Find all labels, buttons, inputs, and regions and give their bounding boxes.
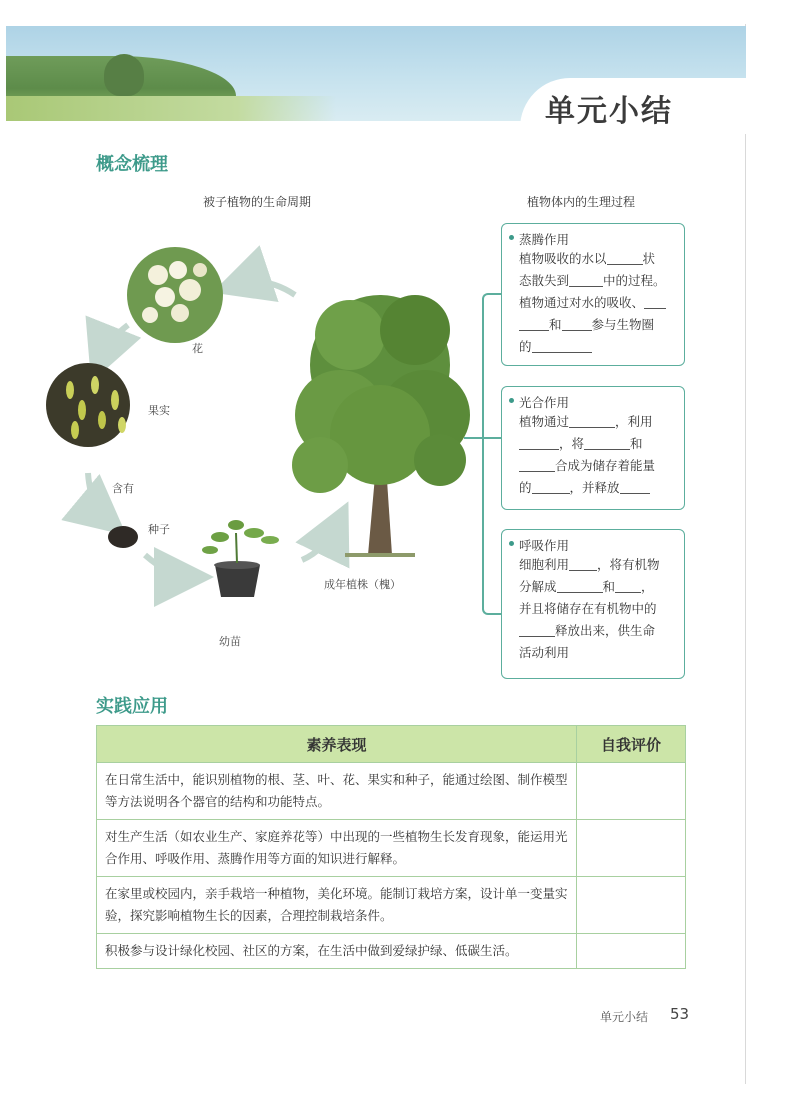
fill-blank[interactable]: [519, 622, 555, 637]
box-title-transpiration: 蒸腾作用: [519, 230, 678, 248]
competency-cell: 在家里或校园内，亲手栽培一种植物，美化环境。能制订栽培方案，设计单一变量实验，探究影响植物生长的因素，合理控制栽培条件。: [97, 877, 577, 934]
column-header-self-evaluation: 自我评价: [577, 726, 686, 763]
bracket-connector: [464, 437, 501, 439]
footer-section-name: 单元小结: [600, 1010, 649, 1024]
fill-blank[interactable]: [532, 338, 592, 353]
box-line: 态散失到 中的过程。: [519, 273, 666, 288]
fill-blank[interactable]: [562, 316, 592, 331]
flower-image: [127, 247, 223, 343]
section-title-practice: 实践应用: [96, 696, 168, 717]
self-evaluation-cell[interactable]: [577, 763, 686, 820]
competency-cell: 积极参与设计绿化校园、社区的方案，在生活中做到爱绿护绿、低碳生活。: [97, 934, 577, 969]
seed-image: [108, 526, 138, 548]
fill-blank[interactable]: [569, 556, 597, 571]
box-line: ，将 和: [519, 433, 678, 455]
fill-blank[interactable]: [519, 435, 559, 450]
box-line: 植物吸收的水以 状: [519, 251, 656, 266]
table-header-row: [97, 726, 686, 763]
seedling-image: [202, 520, 279, 597]
label-adult-tree: 成年植株（槐）: [324, 578, 401, 591]
arrow-seed-to-seedling: [145, 555, 190, 577]
box-title-respiration: 呼吸作用: [519, 536, 678, 554]
competency-cell: 对生产生活（如农业生产、家庭养花等）中出现的一些植物生长发育现象，能运用光合作用、呼吸作用、蒸腾作用等方面的知识进行解释。: [97, 820, 577, 877]
self-evaluation-cell[interactable]: [577, 877, 686, 934]
label-seedling: 幼苗: [219, 635, 241, 648]
fill-blank[interactable]: [644, 294, 666, 309]
box-line: 植物通过对水的吸收、: [519, 292, 678, 314]
page-edge-line: [745, 24, 746, 1084]
box-respiration: [501, 529, 685, 679]
box-line: 分解成 和 ，: [519, 579, 654, 594]
fill-blank[interactable]: [532, 479, 570, 494]
page-number: 53: [670, 1005, 690, 1023]
box-line: 合成为储存着能量: [519, 455, 678, 477]
fruit-image: [46, 363, 130, 447]
fill-blank[interactable]: [620, 479, 650, 494]
arrow-tree-to-flower: [235, 282, 295, 295]
box-line: 并且将储存在有机物中的: [519, 601, 657, 616]
arrow-flower-to-fruit: [100, 325, 128, 360]
arrow-seedling-to-tree: [302, 523, 338, 560]
table-row: [97, 763, 686, 820]
box-line: 和 参与生物圈: [519, 314, 678, 336]
box-transpiration: [501, 223, 685, 366]
column-header-competency: 素养表现: [97, 726, 577, 763]
fill-blank[interactable]: [569, 272, 603, 287]
box-line: 细胞利用 ，将有机物: [519, 557, 660, 572]
self-evaluation-cell[interactable]: [577, 934, 686, 969]
table-row: [97, 877, 686, 934]
self-evaluation-table: [96, 725, 686, 969]
process-caption: 植物体内的生理过程: [527, 195, 636, 209]
fill-blank[interactable]: [519, 316, 549, 331]
label-flower: 花: [192, 342, 203, 355]
fill-blank[interactable]: [607, 250, 643, 265]
table-row: [97, 934, 686, 969]
unit-title: 单元小结: [545, 94, 673, 129]
label-contains: 含有: [112, 482, 134, 495]
banner-tree: [104, 54, 144, 96]
life-cycle-diagram: [40, 215, 480, 655]
banner-field: [6, 96, 336, 121]
section-title-concepts: 概念梳理: [96, 154, 168, 175]
box-line: 的: [519, 336, 678, 358]
box-line: 植物通过 ，利用: [519, 414, 653, 429]
cycle-caption: 被子植物的生命周期: [203, 195, 312, 209]
label-seed: 种子: [148, 523, 170, 536]
box-line: 活动利用: [519, 645, 570, 660]
box-photosynthesis: [501, 386, 685, 510]
box-title-photosynthesis: 光合作用: [519, 393, 678, 411]
fill-blank[interactable]: [584, 435, 630, 450]
box-line: 的 ，并释放: [519, 477, 678, 499]
label-fruit: 果实: [148, 404, 170, 417]
fill-blank[interactable]: [519, 457, 555, 472]
fill-blank[interactable]: [615, 578, 641, 593]
table-row: [97, 820, 686, 877]
self-evaluation-cell[interactable]: [577, 820, 686, 877]
fill-blank[interactable]: [569, 413, 615, 428]
fill-blank[interactable]: [557, 578, 603, 593]
arrow-fruit-to-seed: [88, 473, 108, 520]
process-bracket: [482, 293, 502, 615]
competency-cell: 在日常生活中，能识别植物的根、茎、叶、花、果实和种子，能通过绘图、制作模型等方法说明各个器官的结构和功能特点。: [97, 763, 577, 820]
adult-tree-image: [292, 295, 470, 557]
box-line: 释放出来，供生命: [519, 620, 678, 642]
